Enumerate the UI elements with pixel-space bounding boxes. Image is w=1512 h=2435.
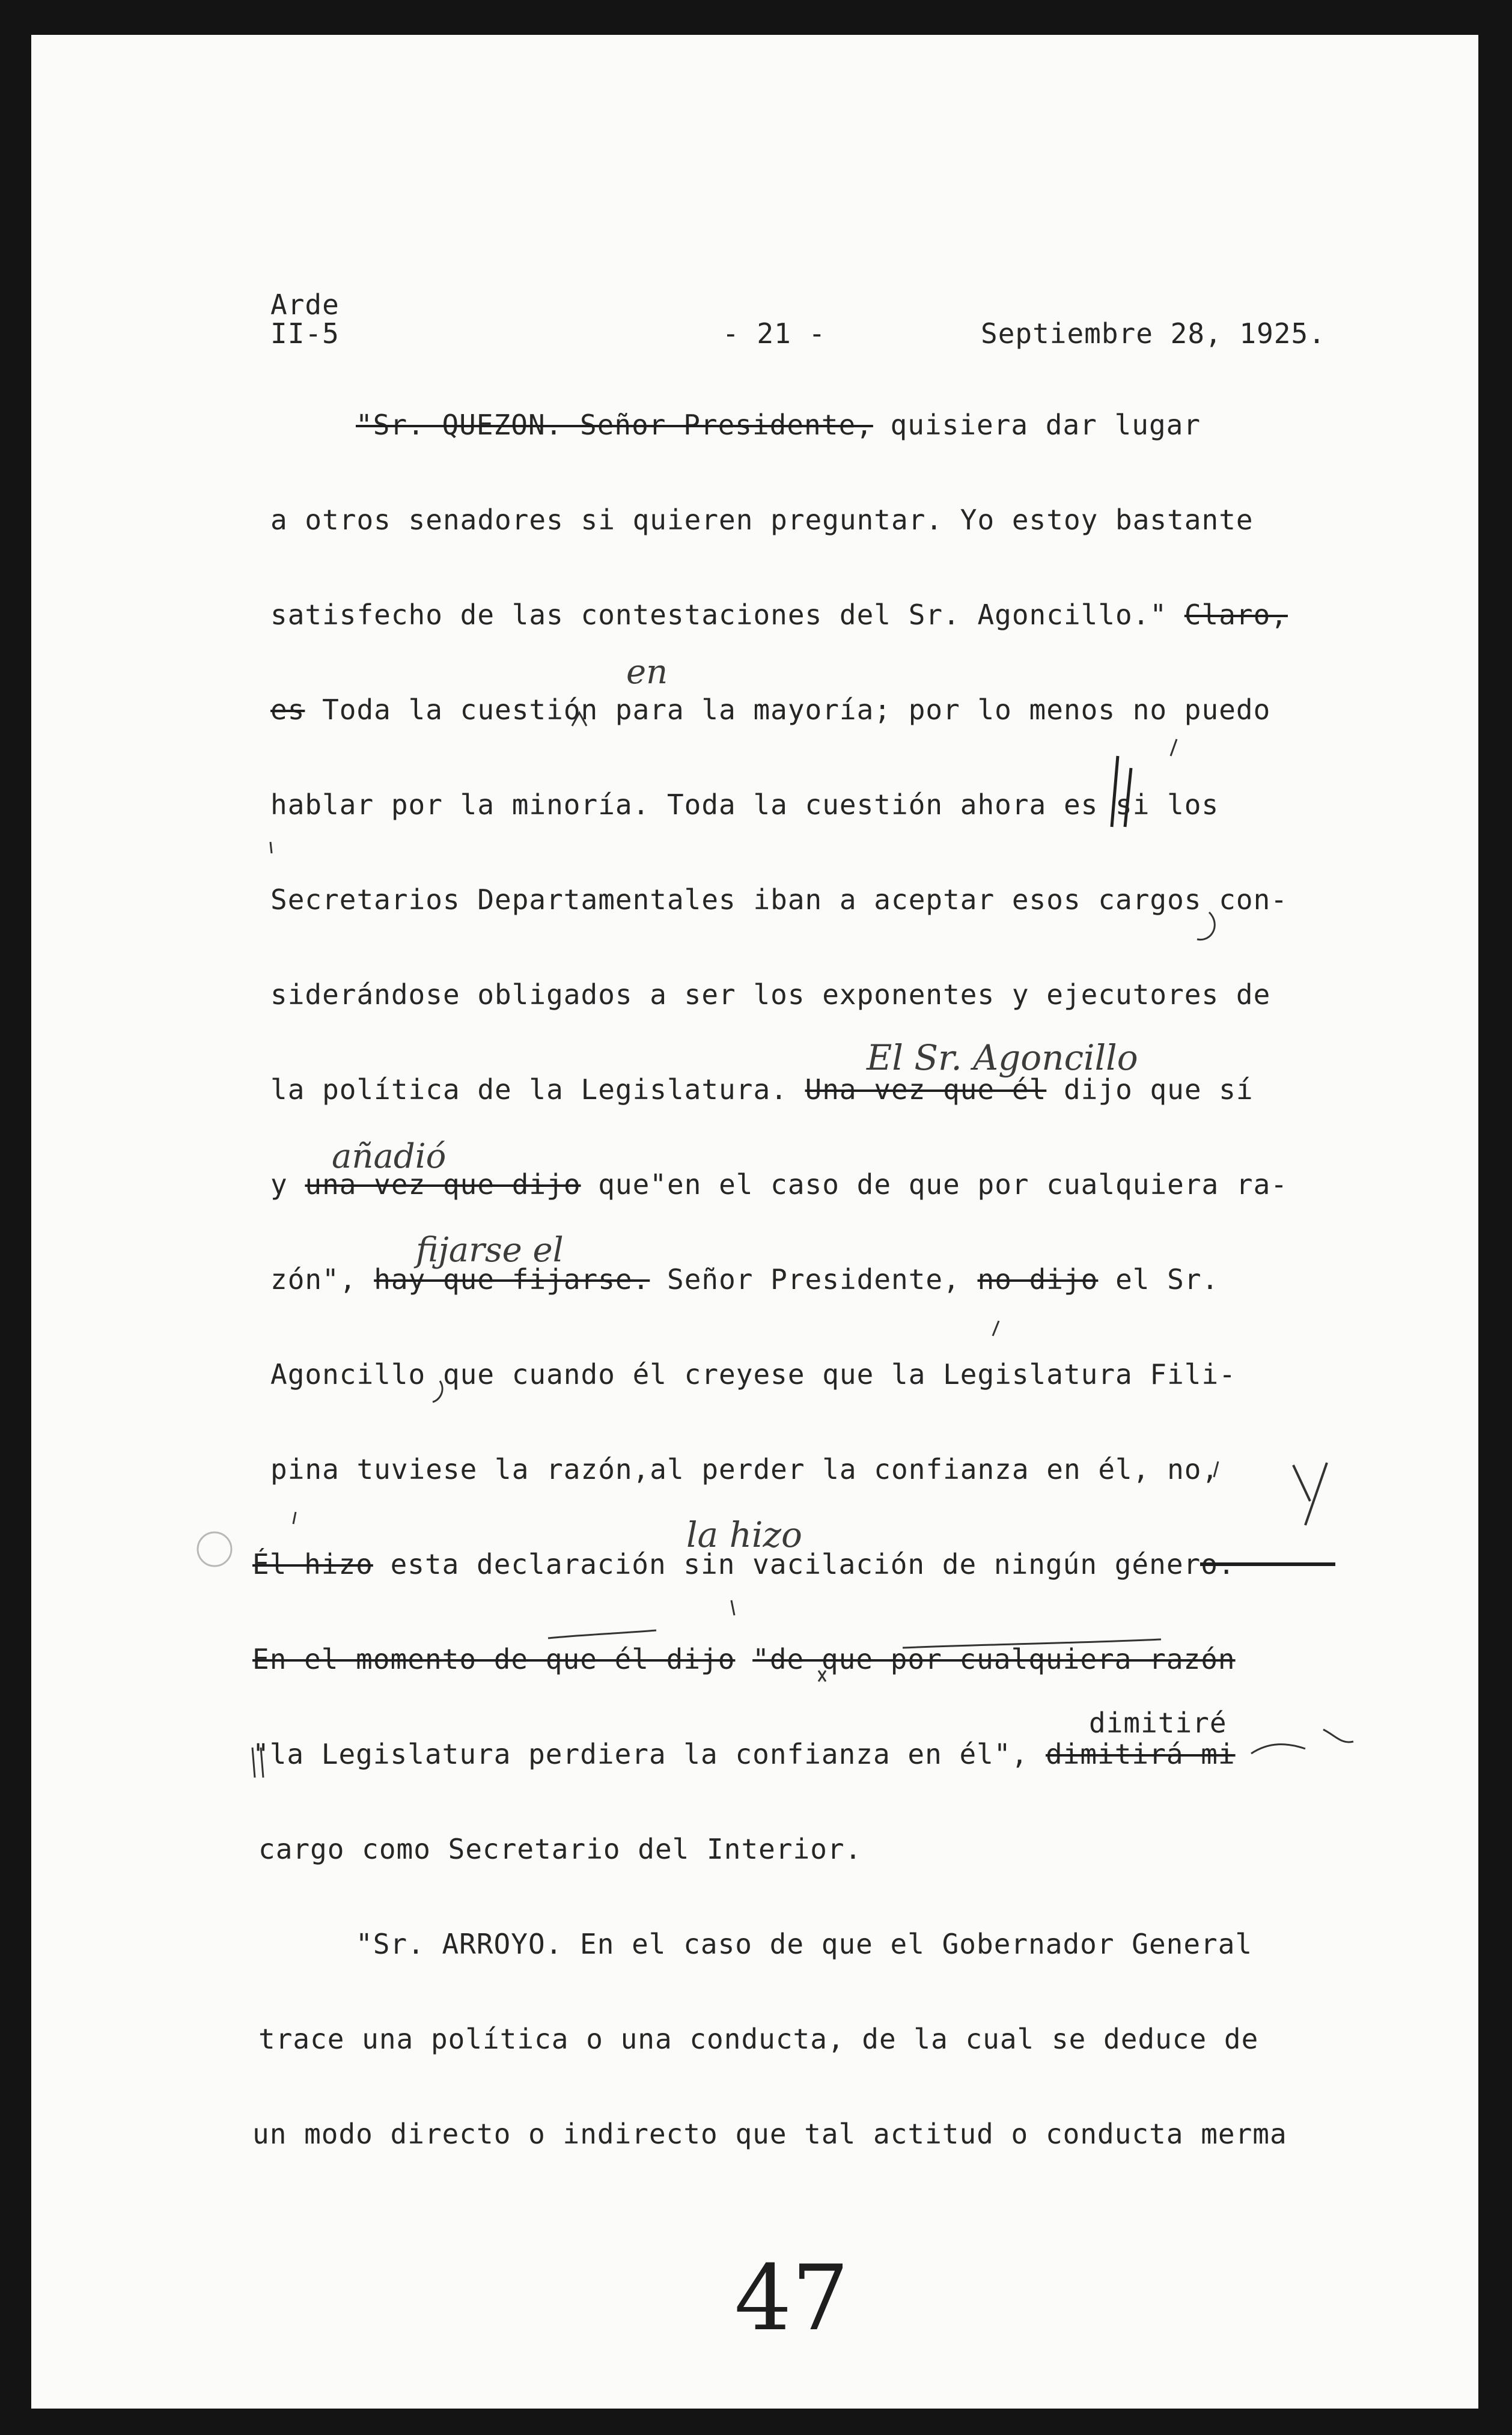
pen-stroke [903, 1639, 1161, 1648]
margin-tick [293, 1512, 296, 1524]
body-line: "Sr. ARROYO. En el caso de que el Gobernador General [356, 1928, 1253, 1960]
caret-mark [572, 713, 587, 726]
editorial-marks [31, 35, 1478, 2409]
body-line: siderándose obligados a ser los exponentes y ejecutores de [270, 978, 1271, 1011]
struck-text: Una vez que él [805, 1073, 1047, 1106]
handwritten-insertion: dimitiré [1089, 1707, 1227, 1739]
pen-stroke [993, 1321, 999, 1336]
body-line: pina tuviese la razón,al perder la confianza en él, no, [270, 1453, 1219, 1486]
quote-mark [252, 1748, 263, 1778]
document-date: Septiembre 28, 1925. [981, 317, 1326, 350]
struck-text: hay que fijarse. [374, 1263, 650, 1296]
body-text: Señor Presidente, [667, 1263, 960, 1296]
pen-stroke [1214, 1461, 1218, 1477]
pen-stroke [1251, 1745, 1305, 1754]
struck-text: es [270, 693, 305, 726]
insertion-stroke [1112, 756, 1118, 827]
body-line: a otros senadores si quieren preguntar. Yo estoy bastante [270, 504, 1254, 536]
body-text: que"en el caso de que por cualquiera ra- [598, 1168, 1288, 1201]
struck-text: "de que por cualquiera razón [752, 1643, 1236, 1675]
struck-text: dimitirá mi [1045, 1738, 1236, 1770]
body-text: esta declaración sin vacilación de ningún género. [390, 1548, 1236, 1580]
body-text: Toda la cuestión para la mayoría; por lo menos no puedo [322, 693, 1271, 726]
pen-stroke [1323, 1729, 1353, 1742]
comma-mark [433, 1381, 442, 1402]
body-line: Agoncillo que cuando él creyese que la Legislatura Fili- [270, 1358, 1236, 1391]
margin-tick [731, 1600, 734, 1615]
document-page [31, 35, 1478, 2409]
struck-text: "Sr. QUEZON. Señor Presidente, [356, 409, 873, 441]
body-line: trace una política o una conducta, de la cual se deduce de [258, 2023, 1259, 2055]
pen-stroke [548, 1630, 656, 1638]
body-text: el Sr. [1115, 1263, 1219, 1296]
struck-text: una vez que dijo [305, 1168, 581, 1201]
body-line: un modo directo o indirecto que tal actitud o conducta merma [252, 2118, 1287, 2150]
page-marker: - 21 - [722, 317, 826, 350]
handwritten-insertion: en [626, 653, 668, 692]
body-text: quisiera dar lugar [890, 409, 1201, 441]
handwritten-insertion: añadió [332, 1137, 447, 1176]
folio-number: 47 [734, 2246, 849, 2351]
ink-smudge [198, 1532, 231, 1566]
insertion-stroke [1125, 768, 1131, 827]
body-text: satisfecho de las contestaciones del Sr. Agoncillo." [270, 599, 1168, 631]
handwritten-insertion: El Sr. Agoncillo [867, 1037, 1138, 1078]
body-line: cargo como Secretario del Interior. [258, 1833, 862, 1865]
margin-tick [270, 842, 272, 853]
body-text: y [270, 1168, 288, 1201]
body-line: Secretarios Departamentales iban a aceptar esos cargos con- [270, 883, 1288, 916]
body-line: hablar por la minoría. Toda la cuestión ahora es si los [270, 788, 1219, 821]
struck-text: Claro, [1184, 599, 1288, 631]
body-text: zón", [270, 1263, 357, 1296]
struck-text: En el momento de que él dijo [252, 1643, 736, 1675]
pen-stroke [1197, 912, 1215, 940]
pen-stroke [1171, 739, 1177, 756]
body-text: dijo que sí [1063, 1073, 1254, 1106]
handwritten-insertion: la hizo [686, 1514, 802, 1555]
handwritten-insertion: fijarse el [416, 1231, 564, 1270]
handwritten-y [1293, 1463, 1327, 1525]
reference-code-line2: II-5 [270, 317, 340, 350]
struck-text: Él hizo [252, 1548, 373, 1580]
struck-text: no dijo [977, 1263, 1099, 1296]
body-text: la política de la Legislatura. [270, 1073, 788, 1106]
pen-stroke [818, 1671, 826, 1681]
body-text: "la Legislatura perdiera la confianza en él", [252, 1738, 1029, 1770]
reference-code-line1: Arde [270, 288, 340, 321]
